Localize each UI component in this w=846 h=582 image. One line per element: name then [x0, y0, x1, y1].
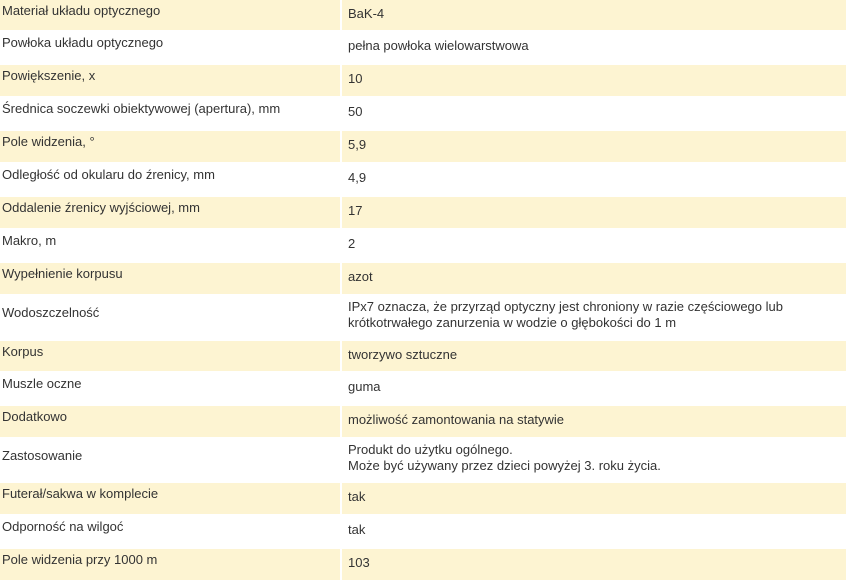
- spec-row-application: [0, 438, 846, 482]
- spec-value-line: Może być używany przez dzieci powyżej 3. roku życia.: [348, 458, 661, 473]
- spec-value: pełna powłoka wielowarstwowa: [342, 31, 846, 64]
- spec-value: 103: [342, 548, 846, 581]
- spec-row-field-of-view: [0, 130, 846, 163]
- spec-label: Wodoszczelność: [0, 295, 340, 340]
- spec-label: Odległość od okularu do źrenicy, mm: [0, 163, 340, 196]
- spec-row-optics-coating: [0, 31, 846, 64]
- spec-label: Zastosowanie: [0, 438, 340, 482]
- spec-row-body-filling: [0, 262, 846, 295]
- spec-value: tworzywo sztuczne: [342, 340, 846, 372]
- spec-label: Muszle oczne: [0, 372, 340, 405]
- spec-value: guma: [342, 372, 846, 405]
- spec-value: możliwość zamontowania na statywie: [342, 405, 846, 438]
- spec-row-moisture-resistance: [0, 515, 846, 548]
- spec-row-eye-relief: [0, 163, 846, 196]
- spec-label: Futerał/sakwa w komplecie: [0, 482, 340, 515]
- spec-label: Wypełnienie korpusu: [0, 262, 340, 295]
- spec-value: 17: [342, 196, 846, 229]
- spec-label: Powiększenie, x: [0, 64, 340, 97]
- spec-label: Powłoka układu optycznego: [0, 31, 340, 64]
- spec-label: Korpus: [0, 340, 340, 372]
- spec-row-magnification: [0, 64, 846, 97]
- spec-value: 2: [342, 229, 846, 262]
- spec-value-line: Produkt do użytku ogólnego.: [348, 442, 513, 457]
- spec-value: 5,9: [342, 130, 846, 163]
- spec-value: 10: [342, 64, 846, 97]
- spec-row-case-included: [0, 482, 846, 515]
- spec-row-additional: [0, 405, 846, 438]
- spec-label: Materiał układu optycznego: [0, 0, 340, 31]
- spec-value: azot: [342, 262, 846, 295]
- spec-row-macro: [0, 229, 846, 262]
- spec-row-eyecups: [0, 372, 846, 405]
- spec-row-exit-pupil-distance: [0, 196, 846, 229]
- spec-label: Pole widzenia, °: [0, 130, 340, 163]
- spec-row-objective-diameter: [0, 97, 846, 130]
- spec-label: Średnica soczewki obiektywowej (apertura), mm: [0, 97, 340, 130]
- spec-value-line: krótkotrwałego zanurzenia w wodzie o głębokości do 1 m: [348, 315, 677, 330]
- spec-label: Makro, m: [0, 229, 340, 262]
- spec-label: Dodatkowo: [0, 405, 340, 438]
- spec-value: [342, 295, 846, 340]
- spec-value: 4,9: [342, 163, 846, 196]
- spec-label: Odporność na wilgoć: [0, 515, 340, 548]
- spec-row-body: [0, 340, 846, 372]
- spec-label: Oddalenie źrenicy wyjściowej, mm: [0, 196, 340, 229]
- spec-row-field-of-view-1000m: [0, 548, 846, 581]
- spec-row-waterproofing: [0, 295, 846, 340]
- spec-value-line: IPx7 oznacza, że przyrząd optyczny jest chroniony w razie częściowego lub: [348, 299, 783, 314]
- spec-label: Pole widzenia przy 1000 m: [0, 548, 340, 581]
- spec-value: 50: [342, 97, 846, 130]
- spec-value: tak: [342, 515, 846, 548]
- spec-value: tak: [342, 482, 846, 515]
- spec-value: [342, 438, 846, 482]
- spec-value: BaK-4: [342, 0, 846, 31]
- spec-row-optics-material: [0, 0, 846, 31]
